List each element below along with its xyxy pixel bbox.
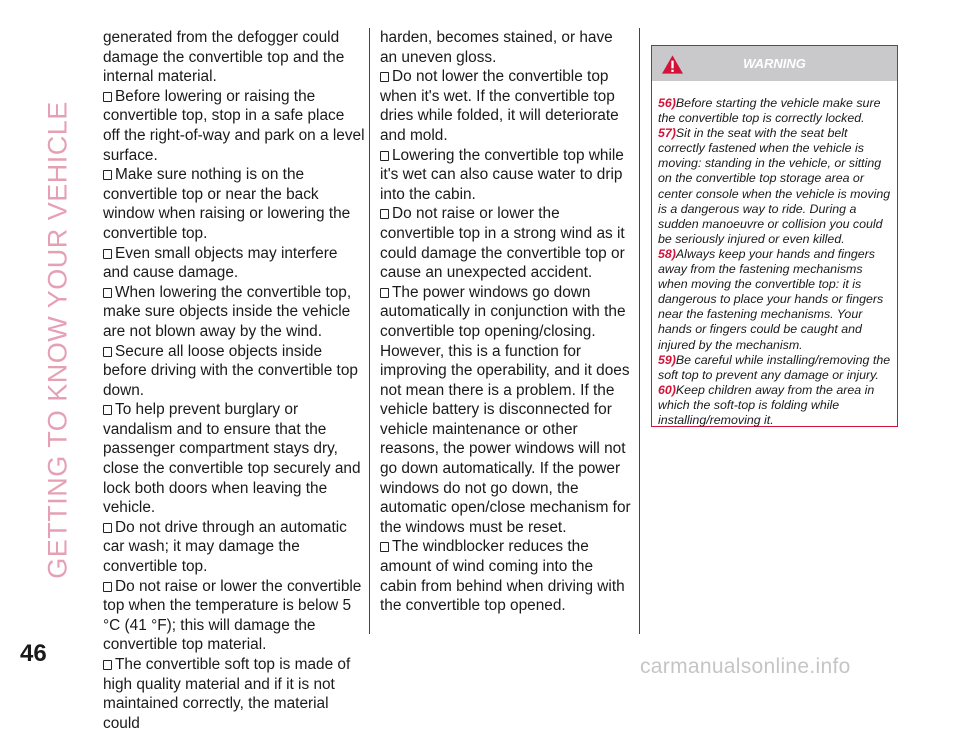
- warning-item-text: Sit in the seat with the seat belt correctly fastened when the vehicle is moving: standing in the vehicle, or sitting on the convertible top storage area or center console when the vehicle is moving is a dangerous way to ride. During a sudden manoeuvre or collision you could be seriously injured or even killed.: [658, 126, 891, 246]
- paragraph: harden, becomes stained, or have an uneven gloss.: [380, 29, 613, 66]
- bullet-paragraph: Do not raise or lower the convertible top in a strong wind as it could damage the convertible top or cause an unexpected accident.: [380, 204, 632, 282]
- bullet-paragraph: Do not lower the convertible top when it's wet. If the convertible top dries while folded, it will deteriorate and mold.: [380, 67, 632, 145]
- paragraph: generated from the defogger could damage the convertible top and the internal material.: [103, 29, 345, 86]
- warning-item: [658, 247, 891, 353]
- warning-item: [658, 126, 891, 247]
- warning-item-text: Be careful while installing/removing the soft top to prevent any damage or injury.: [658, 352, 891, 382]
- bullet-paragraph: When lowering the convertible top, make sure objects inside the vehicle are not blown away by the wind.: [103, 283, 365, 342]
- column-divider: [369, 28, 370, 634]
- bullet-paragraph: The windblocker reduces the amount of wind coming into the cabin from behind when driving with the convertible top opened.: [380, 537, 632, 615]
- bullet-paragraph: Lowering the convertible top while it's wet can also cause water to drip into the cabin.: [380, 146, 632, 205]
- warning-item-number: 57): [658, 126, 676, 141]
- warning-title: WARNING: [743, 56, 806, 71]
- bullet-paragraph: Before lowering or raising the convertible top, stop in a safe place off the right-of-way and park on a level surface.: [103, 87, 365, 164]
- warning-item-number: 58): [658, 246, 676, 261]
- warning-item-text: Before starting the vehicle make sure the convertible top is correctly locked.: [658, 96, 881, 126]
- bullet-paragraph: The power windows go down automatically in conjunction with the convertible top opening/closing. However, this is a function for improving the operability, and it does not mean there is a problem. If the vehicle battery is disconnected for vehicle maintenance or other reasons, the power windows will not go down automatically. If the power windows do not go down, the automatic open/close mechanism for the windows must be reset.: [380, 283, 631, 536]
- warning-item-text: Keep children away from the area in which the soft-top is folding while installing/removing it.: [658, 382, 875, 427]
- warning-box: [651, 45, 898, 427]
- bullet-paragraph: Do not raise or lower the convertible top when the temperature is below 5 °C (41 °F); this will damage the convertible top material.: [103, 577, 365, 655]
- text-column-2: [380, 28, 632, 616]
- warning-body: [652, 81, 897, 428]
- warning-item: [658, 353, 891, 383]
- page-number: 46: [20, 640, 47, 667]
- column-divider: [639, 28, 640, 634]
- section-side-title: [42, 101, 73, 579]
- warning-item-text: Always keep your hands and fingers away from the fastening mechanisms when moving the convertible top: it is dangerous to place your hands or fingers near the fastening mechanisms. Your hands or fingers could be caught and injured by the mechanism.: [658, 246, 884, 352]
- section-side-title-text: GETTING TO KNOW YOUR VEHICLE: [42, 101, 73, 579]
- bullet-paragraph: To help prevent burglary or vandalism and to ensure that the passenger compartment stays dry, close the convertible top securely and lock both doors when leaving the vehicle.: [103, 400, 365, 518]
- warning-item: [658, 96, 891, 126]
- bullet-paragraph: The convertible soft top is made of high quality material and if it is not maintained correctly, the material could: [103, 655, 365, 733]
- bullet-paragraph: Do not drive through an automatic car wash; it may damage the convertible top.: [103, 518, 365, 577]
- bullet-paragraph: Make sure nothing is on the convertible top or near the back window when raising or lowering the convertible top.: [103, 165, 365, 243]
- warning-triangle-icon: [661, 54, 684, 75]
- warning-item-number: 59): [658, 352, 676, 367]
- bullet-paragraph: Secure all loose objects inside before driving with the convertible top down.: [103, 342, 365, 401]
- warning-header: [652, 46, 897, 81]
- warning-item-number: 60): [658, 382, 676, 397]
- warning-item: [658, 383, 891, 428]
- watermark[interactable]: carmanualsonline.info: [640, 655, 851, 678]
- text-column-1: [103, 28, 365, 733]
- bullet-paragraph: Even small objects may interfere and cause damage.: [103, 244, 365, 283]
- warning-item-number: 56): [658, 96, 676, 110]
